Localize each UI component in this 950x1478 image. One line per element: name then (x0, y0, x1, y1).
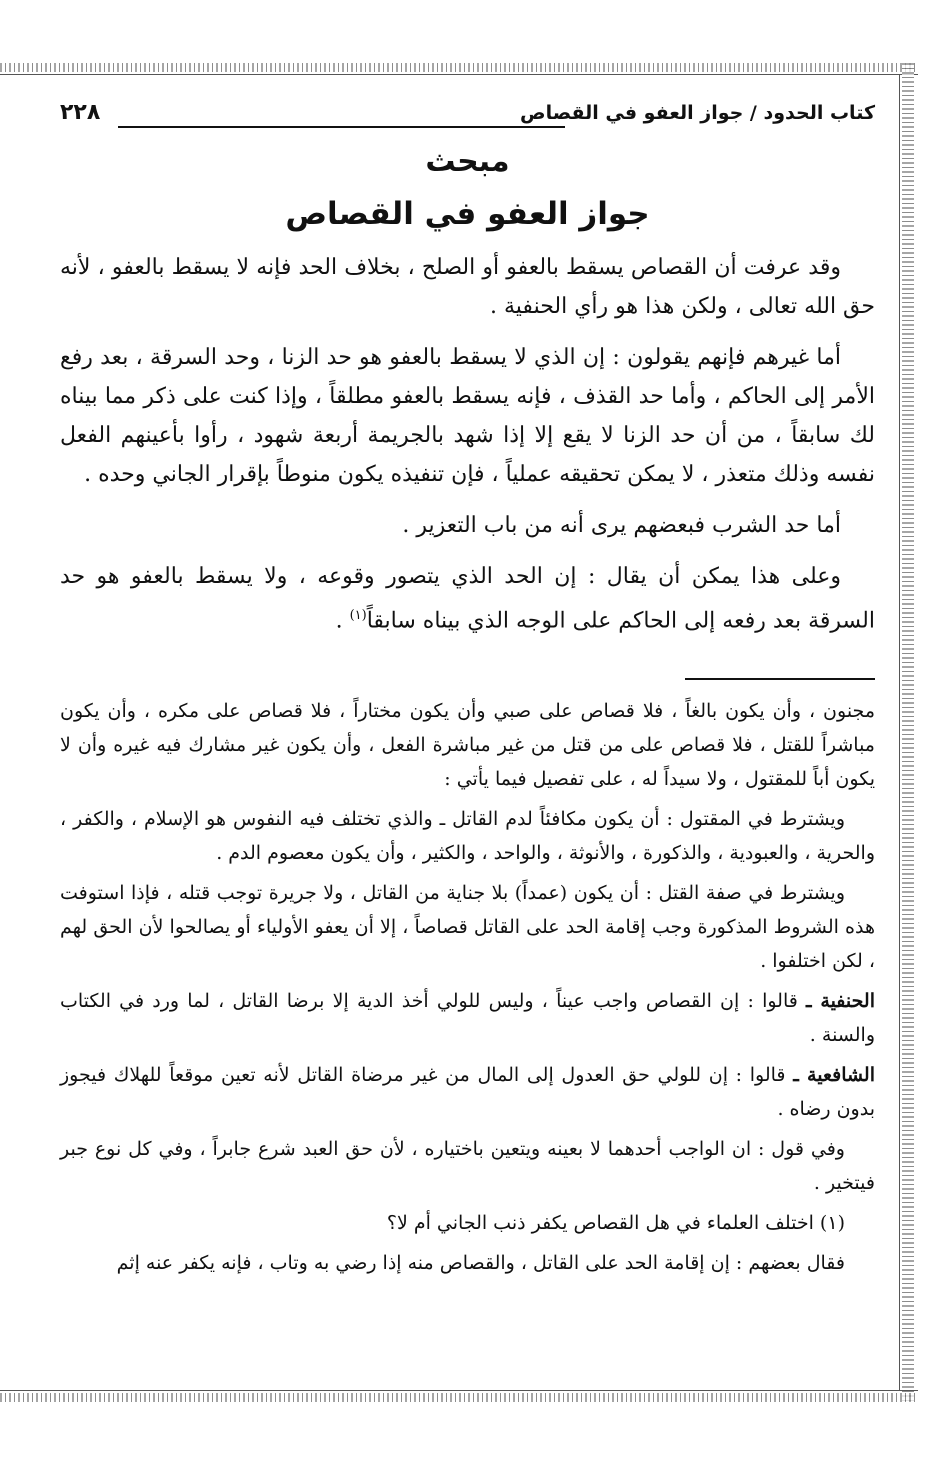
shafii-text: قالوا : إن للولي حق العدول إلى المال من غير مرضاة القاتل لأنه تعين موقعاً للهلاك فيجوز بدون رضاه . (60, 1064, 875, 1121)
hanafi-label: الحنفية ـ (806, 990, 875, 1013)
running-header (60, 100, 875, 134)
body-paragraph-1: وقد عرفت أن القصاص يسقط بالعفو أو الصلح ، بخلاف الحد فإنه لا يسقط بالعفو ، لأنه حق الله تعالى ، ولكن هذا هو رأي الحنفية . (60, 255, 875, 319)
body-paragraph-4-end: . (335, 608, 350, 634)
footnote-paragraph-2: ويشترط في المقتول : أن يكون مكافئاً لدم القاتل ـ والذي تختلف فيه النفوس هو الإسلام ، والكفر ، والحرية ، والعبودية ، والذكورة ، والأنوثة ، والواحد ، والكثير ، وأن يكون معصوم الدم . (60, 808, 875, 865)
page-number: ٢٢٨ (60, 100, 101, 125)
right-border-ornament (902, 63, 914, 1402)
body-paragraph-2: أما غيرهم فإنهم يقولون : إن الذي لا يسقط بالعفو هو حد الزنا ، وحد السرقة ، بعد رفع الأمر إلى الحاكم ، وأما حد القذف ، فإنه يسقط بالعفو مطلقاً ، وإذا كنت على ذكر مما بيناه لك سابقاً ، من أن حد الزنا لا يقع إلا إذا شهد بالجريمة أربعة شهود ، رأوا بأعينهم الفعل نفسه وذلك متعذر ، لا يمكن تحقيقه عملياً ، فإن تنفيذه يكون منوطاً بإقرار الجاني وحده . (60, 345, 875, 487)
header-title: كتاب الحدود / جواز العفو في القصاص (520, 102, 875, 124)
section-title: جواز العفو في القصاص (285, 196, 650, 232)
footnote-shafii (60, 1058, 875, 1126)
footnote-paragraph-3: ويشترط في صفة القتل : أن يكون (عمداً) بلا جناية من القاتل ، ولا جريرة توجب قتله ، فإذا استوفت هذه الشروط المذكورة وجب إقامة الحد على القاتل قصاصاً ، إلا أن يعفو الأولياء أو يصالحوا لأن الحق لهم ، لكن اختلفوا . (60, 882, 875, 973)
footnote-paragraph-6: وفي قول : ان الواجب أحدهما لا بعينه ويتعين باختياره ، لأن حق العبد شرع جابراً ، وفي كل نوع جبر فيتخير . (60, 1138, 875, 1195)
section-label: مبحث (425, 144, 510, 179)
hanafi-text: قالوا : إن القصاص واجب عيناً ، وليس للولي أخذ الدية إلا برضا القاتل ، لما ورد في الكتاب والسنة . (60, 990, 875, 1047)
top-border-ornament (0, 63, 918, 72)
body-paragraph-4 (60, 557, 875, 640)
footnote-paragraph-8: فقال بعضهم : إن إقامة الحد على القاتل ، والقصاص منه إذا رضي به وتاب ، فإنه يكفر عنه إثم (116, 1252, 845, 1275)
page-content (60, 100, 875, 1286)
body-paragraph-3: أما حد الشرب فبعضهم يرى أنه من باب التعزير . (402, 513, 841, 538)
footnote-note-1: (١) اختلف العلماء في هل القصاص يكفر ذنب الجاني أم لا؟ (386, 1212, 845, 1235)
footnote-hanafi (60, 984, 875, 1052)
bottom-border-line (0, 1390, 918, 1391)
bottom-border-ornament (0, 1393, 918, 1402)
shafii-label: الشافعية ـ (793, 1064, 876, 1087)
footnote-separator (685, 678, 875, 680)
footnote-reference[interactable]: (١) (349, 608, 367, 623)
body-paragraph-4-text: وعلى هذا يمكن أن يقال : إن الحد الذي يتصور وقوعه ، ولا يسقط بالعفو هو حد السرقة بعد رفعه إلى الحاكم على الوجه الذي بيناه سابقاً (60, 564, 875, 634)
header-rule (118, 126, 565, 128)
footnote-paragraph-1: مجنون ، وأن يكون بالغاً ، فلا قصاص على صبي وأن يكون مختاراً ، فلا قصاص على مكره ، وأن يكون مباشراً للقتل ، فلا قصاص على من قتل من غير مباشرة الفعل ، وأن يكون غير مشارك فيه غيره وأن لا يكون أباً للمقتول ، ولا سيداً له ، على تفصيل فيما يأتي : (60, 700, 875, 791)
top-border-line (0, 74, 918, 75)
right-border-line (899, 74, 900, 1390)
